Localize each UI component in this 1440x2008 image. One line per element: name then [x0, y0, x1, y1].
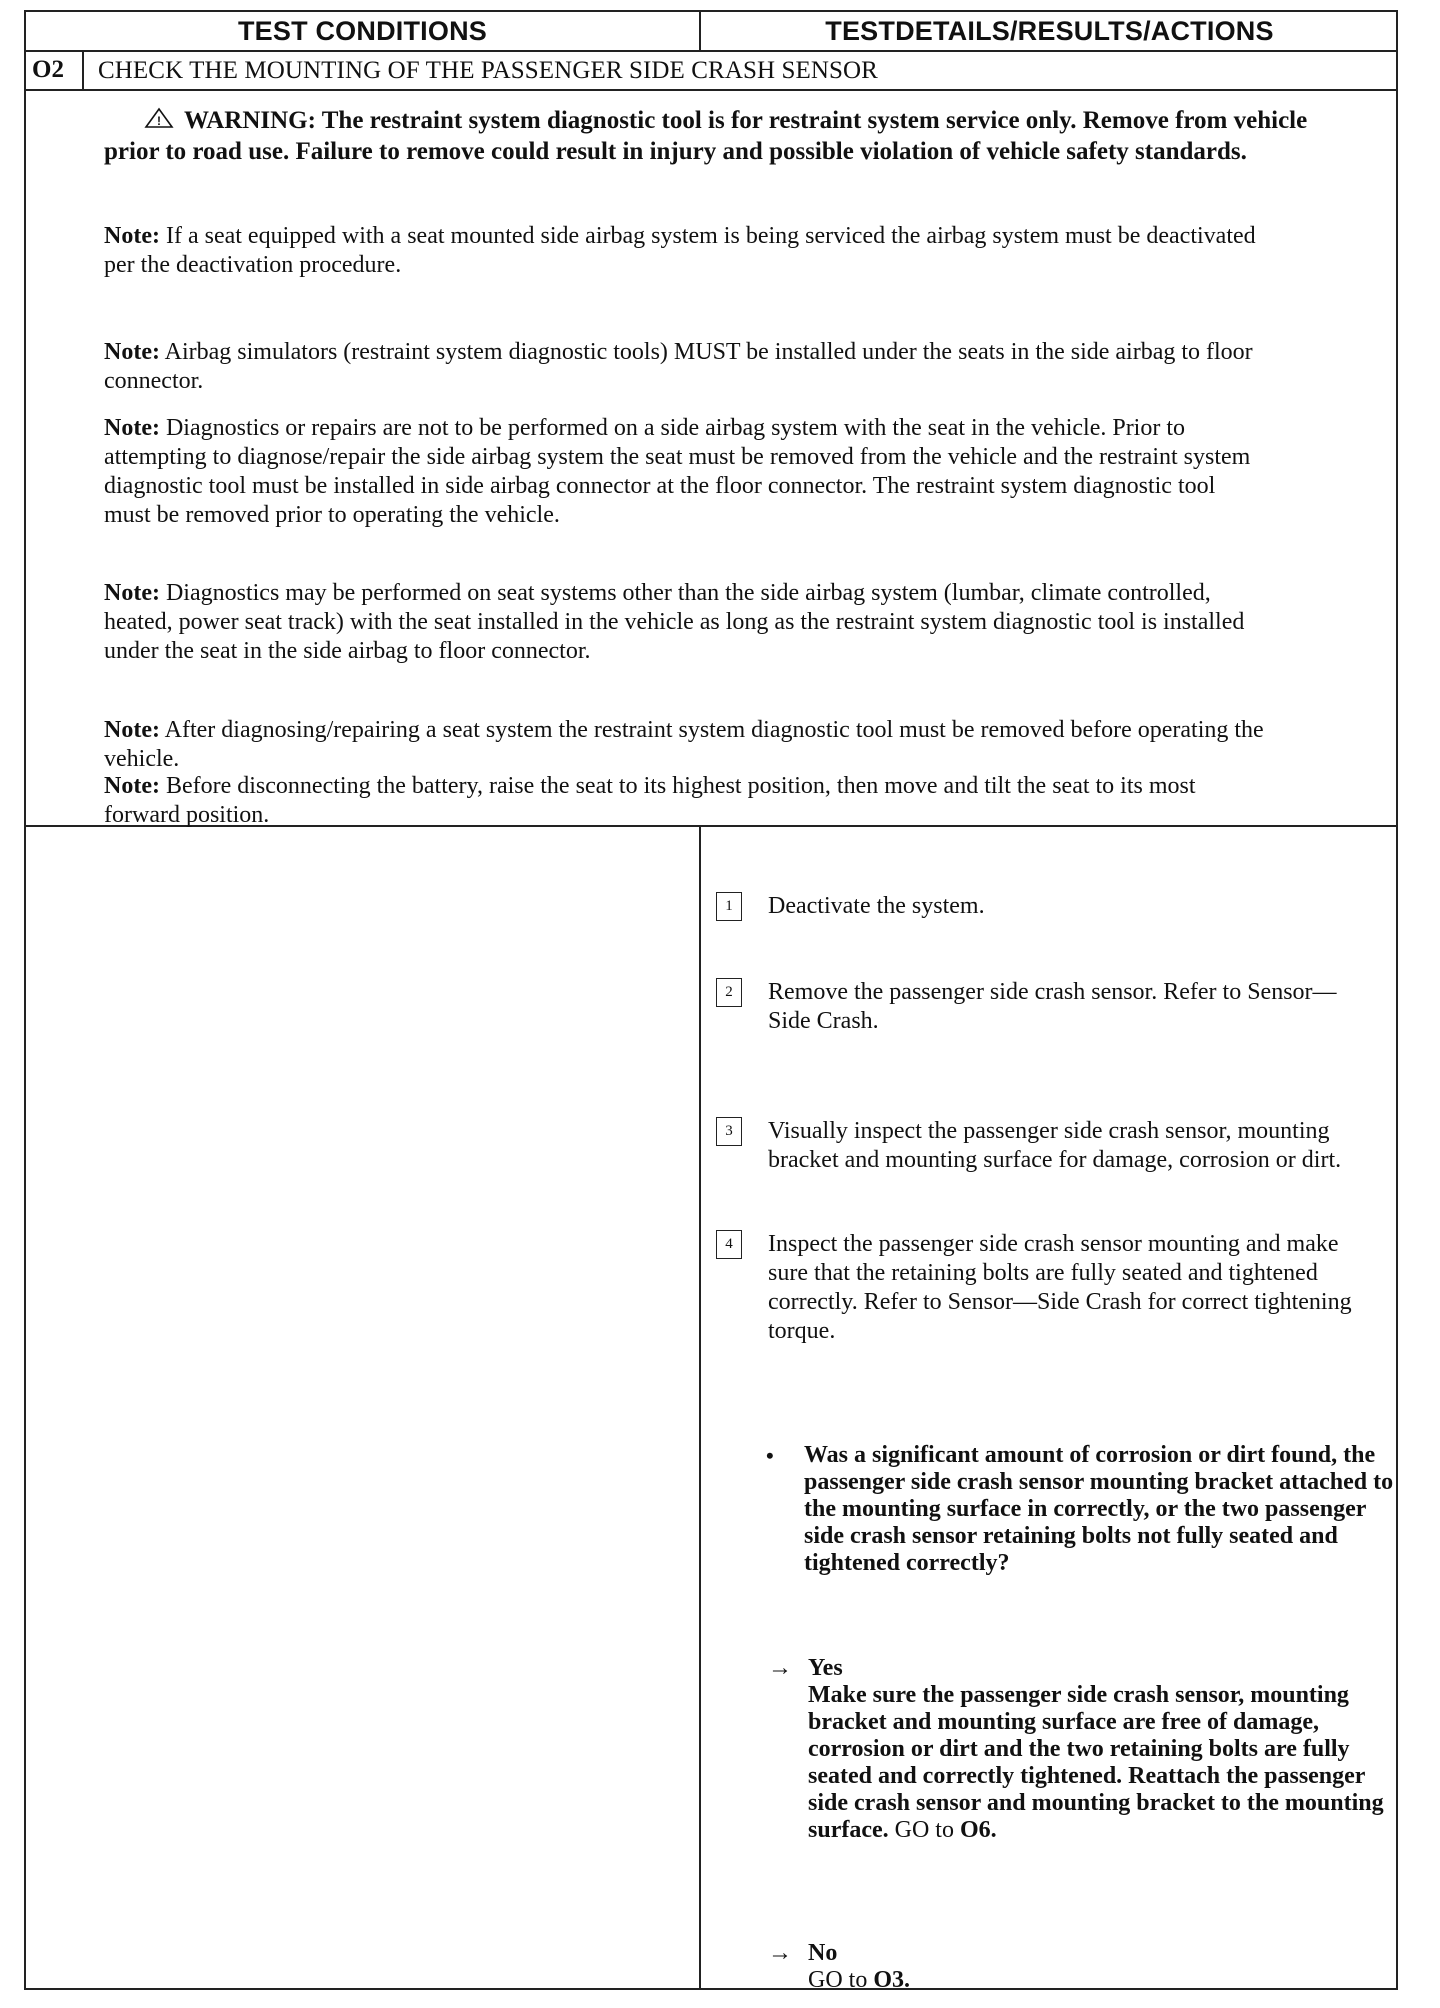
note-1 — [104, 222, 1264, 280]
warning-block — [104, 105, 1324, 167]
action-step-2 — [716, 978, 1356, 1036]
step-number-box: 2 — [716, 978, 742, 1007]
note-text: If a seat equipped with a seat mounted side airbag system is being serviced the airbag system must be deactivated per the deactivation procedure. — [104, 223, 1256, 278]
action-text: Deactivate the system. — [768, 893, 985, 919]
goto-prefix: GO to — [894, 1817, 954, 1843]
notes-section — [26, 91, 1396, 827]
answer-instruction: Make sure the passenger side crash sensor, mounting bracket and mounting surface are free of damage, corrosion or dirt and the two retaining bolts are fully seated and correctly tightened. Reattach the passenger side crash sensor and mounting bracket to the mounting surface. — [808, 1682, 1384, 1843]
answer-text — [808, 1682, 1408, 1844]
action-step-3 — [716, 1117, 1356, 1175]
answer-text — [808, 1967, 1408, 1994]
note-3 — [104, 414, 1264, 530]
action-text: Visually inspect the passenger side crash sensor, mounting bracket and mounting surface for damage, corrosion or dirt. — [768, 1118, 1342, 1173]
note-text: Diagnostics may be performed on seat systems other than the side airbag system (lumbar, climate controlled, heated, power seat track) with the seat installed in the vehicle as long as the restraint system diagnostic tool is installed under the seat in the side airbag to floor connector. — [104, 580, 1245, 664]
arrow-right-icon: → — [768, 1655, 792, 1681]
note-2 — [104, 338, 1264, 396]
note-6 — [104, 772, 1264, 830]
action-text: Inspect the passenger side crash sensor mounting and make sure that the retaining bolts are fully seated and tightened correctly. Refer to Sensor—Side Crash for correct tightening torque. — [768, 1231, 1352, 1344]
step-title-row — [26, 52, 1396, 91]
note-text: After diagnosing/repairing a seat system the restraint system diagnostic tool must be removed before operating the vehicle. — [104, 717, 1264, 772]
note-text: Diagnostics or repairs are not to be performed on a side airbag system with the seat in the vehicle. Prior to attempting to diagnose/repair the side airbag system the seat must be removed from the vehicle and the restraint system diagnostic tool must be installed in side airbag connector at the floor connector. The restraint system diagnostic tool must be removed prior to operating the vehicle. — [104, 415, 1251, 528]
answer-label: No — [808, 1940, 838, 1966]
step-number-box: 3 — [716, 1117, 742, 1146]
note-label: Note: — [104, 580, 160, 606]
header-test-details: TESTDETAILS/RESULTS/ACTIONS — [825, 16, 1274, 46]
bullet-icon: • — [766, 1443, 774, 1468]
result-question — [766, 1442, 1406, 1577]
answer-yes — [768, 1655, 1408, 1844]
step-divider — [82, 52, 84, 89]
answer-label: Yes — [808, 1655, 843, 1681]
arrow-right-icon: → — [768, 1940, 792, 1966]
question-text: Was a significant amount of corrosion or dirt found, the passenger side crash sensor mounting bracket attached to the mounting surface in correctly, or the two passenger side crash sensor retaining bolts not fully seated and tightened correctly? — [804, 1442, 1394, 1576]
note-label: Note: — [104, 773, 160, 799]
goto-link[interactable]: O6. — [959, 1817, 997, 1843]
warning-triangle-icon — [144, 107, 174, 129]
action-step-1 — [716, 892, 1356, 921]
note-5 — [104, 716, 1264, 774]
note-label: Note: — [104, 223, 160, 249]
svg-text:!: ! — [157, 114, 161, 128]
action-step-4 — [716, 1230, 1356, 1346]
header-test-conditions: TEST CONDITIONS — [26, 12, 701, 50]
warning-text: WARNING: The restraint system diagnostic tool is for restraint system service only. Remove from vehicle prior to road use. Failure to remove could result in injury and possible violation of vehicle safety standards. — [104, 107, 1308, 165]
step-number-box: 4 — [716, 1230, 742, 1259]
note-label: Note: — [104, 717, 160, 743]
note-label: Note: — [104, 339, 160, 365]
note-label: Note: — [104, 415, 160, 441]
note-4 — [104, 579, 1264, 666]
test-conditions-cell — [26, 827, 701, 1988]
answer-no — [768, 1940, 1408, 1994]
step-id: O2 — [32, 56, 64, 83]
step-number-box: 1 — [716, 892, 742, 921]
table-header — [26, 12, 1396, 52]
goto-link[interactable]: O3. — [873, 1967, 911, 1993]
action-text: Remove the passenger side crash sensor. Refer to Sensor—Side Crash. — [768, 979, 1337, 1034]
diagnostic-table — [24, 10, 1398, 1993]
step-title: CHECK THE MOUNTING OF THE PASSENGER SIDE CRASH SENSOR — [98, 57, 878, 84]
note-text: Airbag simulators (restraint system diagnostic tools) MUST be installed under the seats in the side airbag to floor connector. — [104, 339, 1253, 394]
goto-prefix: GO to — [808, 1967, 868, 1993]
note-text: Before disconnecting the battery, raise the seat to its highest position, then move and tilt the seat to its most forward position. — [104, 773, 1196, 828]
